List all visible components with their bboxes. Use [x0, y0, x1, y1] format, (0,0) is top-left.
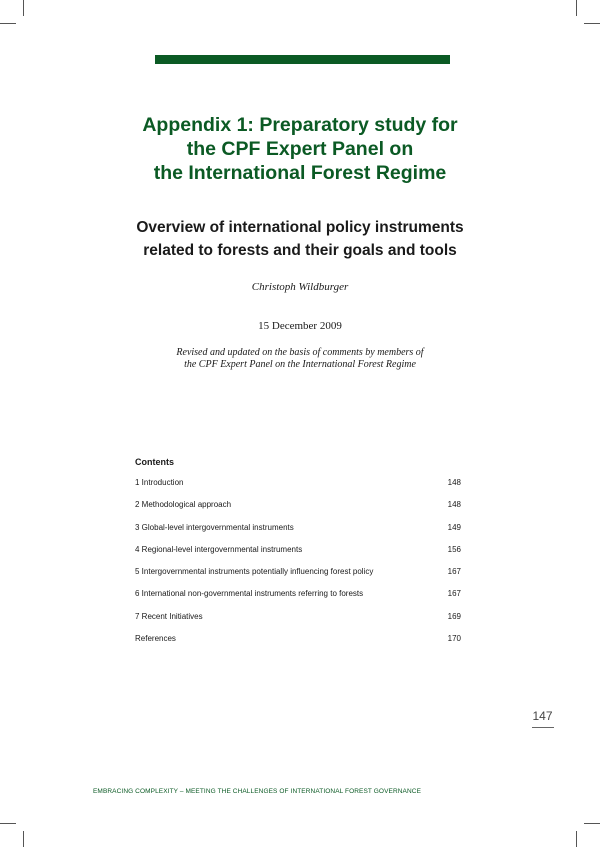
- title-line: the CPF Expert Panel on: [186, 138, 414, 160]
- document-subtitle: [60, 216, 540, 262]
- subtitle-line: Overview of international policy instruments: [136, 219, 464, 236]
- toc-entry-label: 7 Recent Initiatives: [135, 611, 203, 621]
- revision-line: Revised and updated on the basis of comments by members of: [176, 347, 424, 358]
- toc-entry[interactable]: [135, 523, 461, 545]
- toc-entry[interactable]: [135, 567, 461, 589]
- page-number-rule: [532, 727, 554, 728]
- crop-mark-bottom-right: [576, 831, 577, 847]
- toc-entry[interactable]: [135, 478, 461, 500]
- table-of-contents: [135, 478, 461, 656]
- toc-entry-label: 6 International non-governmental instruments referring to forests: [135, 589, 364, 599]
- toc-entry-page: 169: [447, 611, 461, 621]
- crop-mark-bottom-left: [23, 831, 24, 847]
- toc-entry-label: 4 Regional-level intergovernmental instruments: [135, 544, 303, 554]
- crop-mark-top-left: [23, 0, 24, 16]
- header-accent-bar: [155, 55, 450, 64]
- page-number: 147: [532, 709, 553, 723]
- toc-entry[interactable]: [135, 634, 461, 656]
- crop-mark-right-top: [584, 23, 600, 24]
- appendix-title: [60, 113, 540, 185]
- subtitle-line: related to forests and their goals and tools: [143, 242, 457, 259]
- document-date: 15 December 2009: [258, 320, 342, 332]
- toc-entry-page: 148: [447, 500, 461, 510]
- crop-mark-left-top: [0, 23, 16, 24]
- crop-mark-left-bottom: [0, 823, 16, 824]
- author-name: Christoph Wildburger: [251, 281, 349, 293]
- toc-entry-page: 167: [447, 567, 461, 577]
- toc-entry-label: 1 Introduction: [135, 478, 184, 487]
- contents-heading: Contents: [135, 457, 174, 467]
- crop-mark-right-bottom: [584, 823, 600, 824]
- revision-line: the CPF Expert Panel on the International Forest Regime: [184, 359, 416, 370]
- toc-entry-label: 3 Global-level intergovernmental instruments: [135, 522, 294, 532]
- running-footer: EMBRACING COMPLEXITY – MEETING THE CHALLENGES OF INTERNATIONAL FOREST GOVERNANCE: [93, 788, 422, 795]
- title-line: Appendix 1: Preparatory study for: [142, 114, 458, 136]
- toc-entry-page: 149: [447, 522, 461, 532]
- revision-note: [60, 347, 540, 371]
- toc-entry[interactable]: [135, 612, 461, 634]
- toc-entry[interactable]: [135, 589, 461, 611]
- toc-entry-page: 156: [447, 544, 461, 554]
- toc-entry-label: References: [135, 634, 176, 644]
- toc-entry-page: 148: [447, 478, 461, 487]
- toc-entry-label: 2 Methodological approach: [135, 500, 232, 510]
- toc-entry-label: 5 Intergovernmental instruments potentially influencing forest policy: [135, 567, 374, 577]
- title-line: the International Forest Regime: [153, 162, 447, 184]
- crop-mark-top-right: [576, 0, 577, 16]
- toc-entry-page: 167: [447, 589, 461, 599]
- toc-entry[interactable]: [135, 500, 461, 522]
- toc-entry-page: 170: [447, 634, 461, 644]
- toc-entry[interactable]: [135, 545, 461, 567]
